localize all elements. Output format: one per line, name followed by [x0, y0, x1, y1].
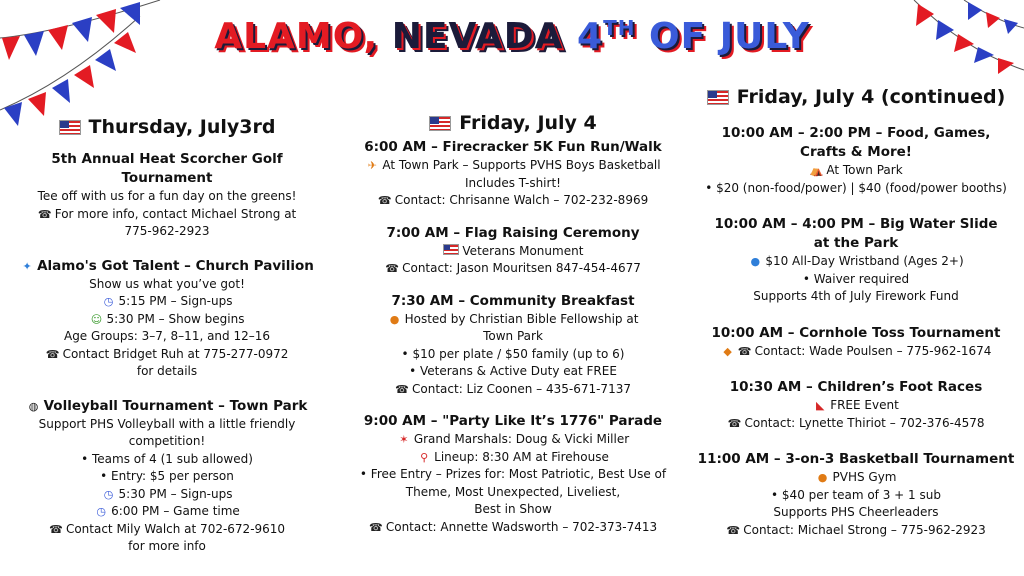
- event-line: • Free Entry – Prizes for: Most Patriotic, Best Use of: [359, 467, 667, 481]
- event-line: Tee off with us for a fun day on the greens!: [37, 189, 297, 203]
- clock-icon: ◷: [96, 505, 106, 518]
- event-line: • Veterans & Active Duty eat FREE: [409, 364, 617, 378]
- friday-continued-column: [696, 84, 1016, 557]
- title-part-nevada: NEVADA: [391, 16, 564, 57]
- event-cornhole: [696, 324, 1016, 361]
- event-golf: [8, 150, 326, 241]
- thursday-heading: [8, 114, 326, 140]
- tent-icon: ⛺: [809, 164, 824, 177]
- event-line: ☎ Contact Mily Walch at 702-672-9610: [8, 521, 326, 539]
- phone-icon: ☎: [45, 347, 60, 361]
- event-title: 5th Annual Heat Scorcher Golf Tournament: [51, 151, 283, 186]
- event-title: 7:00 AM – Flag Raising Ceremony: [386, 224, 640, 241]
- friday-heading: [346, 110, 680, 136]
- phone-icon: ☎: [37, 207, 52, 221]
- cornhole-bag-icon: ◆: [723, 344, 732, 358]
- event-line: • Entry: $5 per person: [100, 469, 234, 483]
- event-line: ◷ 5:30 PM – Sign-ups: [8, 486, 326, 504]
- pin-icon: ⚲: [420, 450, 429, 464]
- event-line: ☎ For more info, contact Michael Strong at: [8, 206, 326, 224]
- event-line: ☎ Contact: Annette Wadsworth – 702-373-7413: [346, 519, 680, 537]
- event-title: 6:00 AM – Firecracker 5K Fun Run/Walk: [364, 139, 662, 155]
- event-5k-run: [346, 138, 680, 210]
- event-line: Supports PHS Cheerleaders: [773, 505, 939, 519]
- event-line: • $10 per plate / $50 family (up to 6): [401, 346, 625, 361]
- phone-icon: ☎: [377, 194, 392, 207]
- event-line: Town Park: [483, 329, 543, 343]
- title-part-4: 4TH: [577, 16, 636, 57]
- title-sup: TH: [603, 16, 636, 40]
- event-foot-races: [696, 378, 1016, 432]
- basketball-icon: ●: [817, 471, 828, 484]
- event-flag-raising: [346, 224, 680, 278]
- event-line: Theme, Most Unexpected, Liveliest,: [405, 484, 621, 499]
- thursday-heading-text: Thursday, July3rd: [88, 116, 276, 138]
- event-line: ● PVHS Gym: [696, 469, 1016, 487]
- event-title: 7:30 AM – Community Breakfast: [391, 292, 635, 309]
- party-popper-icon: ✶: [399, 433, 409, 446]
- us-flag-icon: [443, 244, 459, 255]
- event-line: Veterans Monument: [346, 243, 680, 261]
- event-title: 10:00 AM – 4:00 PM – Big Water Slide at the Park: [714, 216, 998, 251]
- event-title: 10:00 AM – Cornhole Toss Tournament: [711, 324, 1001, 341]
- event-line: ◷ 5:15 PM – Sign-ups: [8, 293, 326, 311]
- event-line: competition!: [128, 434, 206, 448]
- event-basketball: [696, 450, 1016, 539]
- event-title: ✦ Alamo's Got Talent – Church Pavilion: [8, 257, 326, 276]
- event-line: • Waiver required: [802, 271, 910, 286]
- event-line: Supports 4th of July Firework Fund: [753, 289, 959, 303]
- phone-icon: ☎: [726, 523, 741, 537]
- shoe-icon: ◣: [815, 399, 825, 412]
- page-title: [0, 16, 1024, 57]
- event-line: ☎ Contact Bridget Ruh at 775-277-0972: [8, 346, 326, 364]
- us-flag-icon: [429, 116, 451, 131]
- friday-continued-heading-text: Friday, July 4 (continued): [736, 86, 1006, 108]
- phone-icon: ☎: [395, 382, 409, 396]
- event-line: ✈ At Town Park – Supports PVHS Boys Basketball: [346, 157, 680, 175]
- clock-icon: ◷: [103, 487, 114, 501]
- us-flag-icon: [707, 90, 729, 105]
- theater-masks-icon: ☺: [90, 312, 103, 326]
- friday-column: [346, 110, 680, 550]
- phone-icon: ☎: [49, 522, 63, 536]
- event-talent: [8, 257, 326, 381]
- phone-icon: ☎: [385, 262, 399, 275]
- event-line: ☎ Contact: Chrisanne Walch – 702-232-8969: [346, 192, 680, 210]
- event-line: ◷ 6:00 PM – Game time: [8, 503, 326, 521]
- event-title: 10:00 AM – 2:00 PM – Food, Games, Crafts & More!: [721, 125, 991, 160]
- event-line: ● Hosted by Christian Bible Fellowship at: [346, 311, 680, 329]
- event-line: Includes T-shirt!: [465, 175, 561, 190]
- event-line: Support PHS Volleyball with a little friendly: [38, 416, 296, 431]
- event-title: ◍ Volleyball Tournament – Town Park: [8, 397, 326, 416]
- event-title: 10:30 AM – Children’s Foot Races: [729, 379, 983, 395]
- event-line: ◆ ☎ Contact: Wade Poulsen – 775-962-1674: [696, 343, 1016, 361]
- event-breakfast: [346, 292, 680, 399]
- event-parade: [346, 412, 680, 536]
- friday-continued-heading: [696, 84, 1016, 110]
- event-line: for details: [136, 364, 198, 378]
- water-drops-icon: ●: [750, 255, 761, 268]
- event-title: 9:00 AM – "Party Like It’s 1776" Parade: [363, 413, 663, 429]
- phone-icon: ☎: [368, 520, 383, 534]
- us-flag-icon: [59, 120, 81, 135]
- event-line: ☺ 5:30 PM – Show begins: [8, 311, 326, 329]
- event-line: ⚲ Lineup: 8:30 AM at Firehouse: [346, 449, 680, 467]
- clock-icon: ◷: [103, 295, 114, 308]
- runner-icon: ✈: [367, 159, 378, 172]
- title-part-alamo: ALAMO,: [214, 16, 379, 57]
- event-food-games: [696, 124, 1016, 197]
- event-title: 11:00 AM – 3-on-3 Basketball Tournament: [697, 451, 1015, 467]
- title-part-of-july: OF JULY: [649, 16, 810, 57]
- event-line: • $20 (non-food/power) | $40 (food/power booths): [705, 180, 1007, 195]
- pancakes-icon: ●: [389, 312, 400, 326]
- event-water-slide: [696, 215, 1016, 306]
- event-line: ☎ Contact: Liz Coonen – 435-671-7137: [346, 381, 680, 399]
- thursday-column: [8, 114, 326, 572]
- event-line: 775-962-2923: [124, 224, 210, 238]
- friday-heading-text: Friday, July 4: [459, 112, 597, 134]
- event-line: Show us what you’ve got!: [89, 276, 245, 291]
- event-line: ☎ Contact: Jason Mouritsen 847-454-4677: [346, 260, 680, 278]
- event-line: ⛺ At Town Park: [696, 162, 1016, 180]
- event-line: ☎ Contact: Lynette Thiriot – 702-376-4578: [696, 415, 1016, 433]
- phone-icon: ☎: [737, 344, 752, 358]
- event-line: for more info: [128, 539, 206, 553]
- event-line: ◣ FREE Event: [696, 397, 1016, 415]
- event-line: ☎ Contact: Michael Strong – 775-962-2923: [696, 522, 1016, 540]
- event-line: • $40 per team of 3 + 1 sub: [771, 487, 941, 502]
- phone-icon: ☎: [727, 416, 742, 430]
- event-line: Age Groups: 3–7, 8–11, and 12–16: [63, 329, 271, 343]
- event-line: • Teams of 4 (1 sub allowed): [81, 451, 253, 466]
- volleyball-icon: ◍: [28, 399, 39, 413]
- event-volleyball: [8, 397, 326, 556]
- event-line: ● $10 All-Day Wristband (Ages 2+): [696, 253, 1016, 271]
- magic-wand-icon: ✦: [22, 259, 32, 273]
- event-line: ✶ Grand Marshals: Doug & Vicki Miller: [346, 431, 680, 449]
- event-line: Best in Show: [474, 502, 552, 516]
